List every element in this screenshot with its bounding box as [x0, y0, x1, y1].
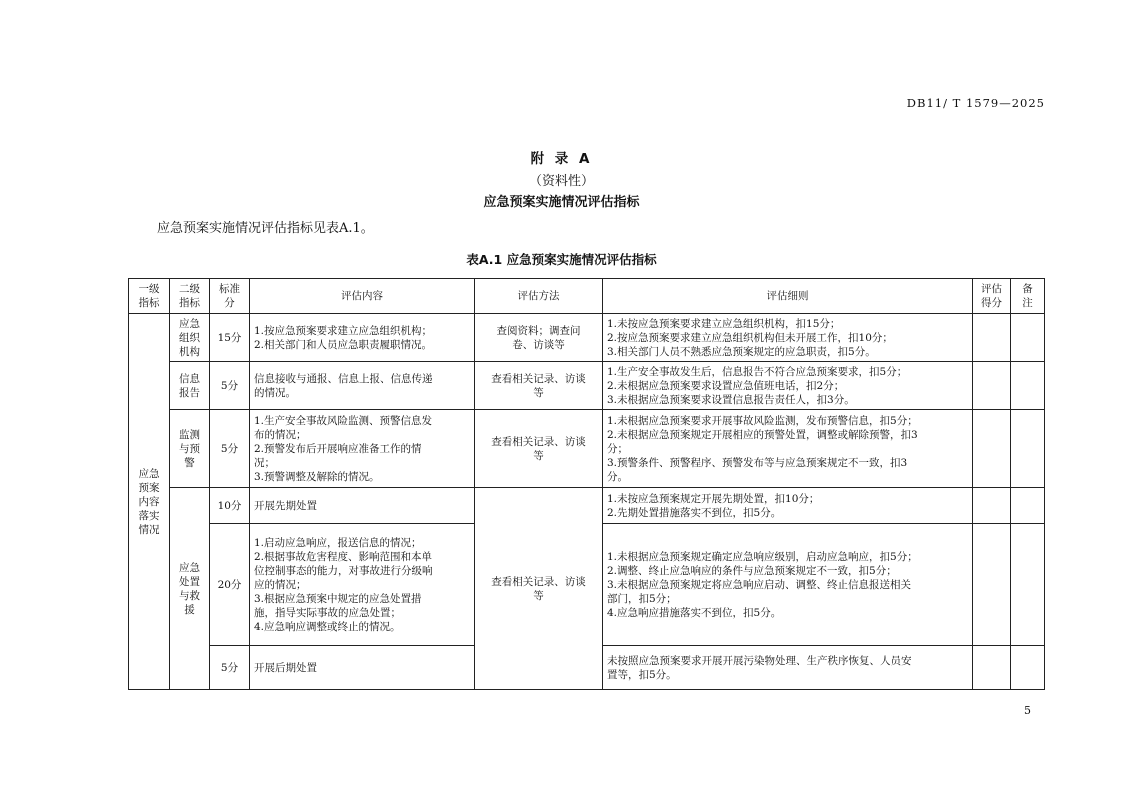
detail-cell: 1.未按应急预案规定开展先期处置，扣10分； 2.先期处置措施落实不到位，扣5分。 [603, 488, 973, 524]
method-cell: 查看相关记录、访谈 等 [475, 410, 603, 488]
score-cell: 5分 [210, 410, 250, 488]
header-level2: 二级 指标 [170, 279, 210, 314]
note-cell [1011, 646, 1045, 690]
detail-cell: 未按照应急预案要求开展开展污染物处理、生产秩序恢复、人员安 置等，扣5分。 [603, 646, 973, 690]
score-cell: 5分 [210, 646, 250, 690]
standard-code: DB11/ T 1579—2025 [906, 96, 1045, 110]
table-header-row [129, 279, 1045, 314]
score-cell: 10分 [210, 488, 250, 524]
got-score-cell [973, 524, 1011, 646]
score-cell: 15分 [210, 314, 250, 362]
got-score-cell [973, 410, 1011, 488]
note-cell [1011, 314, 1045, 362]
header-level1: 一级 指标 [129, 279, 170, 314]
note-cell [1011, 410, 1045, 488]
level2-indicator: 应急 处置 与救 援 [170, 488, 210, 690]
appendix-nature: （资料性） [528, 174, 594, 189]
intro-paragraph: 应急预案实施情况评估指标见表A.1。 [157, 221, 374, 236]
content-cell: 1.生产安全事故风险监测、预警信息发 布的情况； 2.预警发布后开展响应准备工作的情 况； 3.预警调整及解除的情况。 [250, 410, 475, 488]
detail-cell: 1.未根据应急预案规定确定应急响应级别，启动应急响应，扣5分； 2.调整、终止应急响应的条件与应急预案规定不一致，扣5分； 3.未根据应急预案规定将应急响应启动、调整、终止信息报送相关 部门，扣5分； 4.应急响应措施落实不到位，扣5分。 [603, 524, 973, 646]
page-number: 5 [1024, 704, 1031, 717]
header-got-score: 评估 得分 [973, 279, 1011, 314]
table-row [129, 410, 1045, 488]
score-cell: 20分 [210, 524, 250, 646]
method-cell: 查看相关记录、访谈 等 [475, 488, 603, 690]
appendix-label: 附 录 A [530, 151, 593, 167]
table-caption: 表A.1 应急预案实施情况评估指标 [466, 252, 657, 267]
level2-indicator: 信息 报告 [170, 362, 210, 410]
header-content: 评估内容 [250, 279, 475, 314]
content-cell: 开展先期处置 [250, 488, 475, 524]
content-cell: 1.按应急预案要求建立应急组织机构； 2.相关部门和人员应急职责履职情况。 [250, 314, 475, 362]
header-method: 评估方法 [475, 279, 603, 314]
note-cell [1011, 362, 1045, 410]
header-note: 备 注 [1011, 279, 1045, 314]
header-score: 标准 分 [210, 279, 250, 314]
score-cell: 5分 [210, 362, 250, 410]
level1-indicator: 应急 预案 内容 落实 情况 [129, 314, 170, 690]
content-cell: 1.启动应急响应，报送信息的情况； 2.根据事故危害程度、影响范围和本单 位控制事态的能力，对事故进行分级响 应的情况； 3.根据应急预案中规定的应急处置措 施，指导实际事故的应急处置； 4.应急响应调整或终止的情况。 [250, 524, 475, 646]
method-cell: 查看相关记录、访谈 等 [475, 362, 603, 410]
content-cell: 信息接收与通报、信息上报、信息传递 的情况。 [250, 362, 475, 410]
detail-cell: 1.生产安全事故发生后，信息报告不符合应急预案要求，扣5分； 2.未根据应急预案要求设置应急值班电话，扣2分； 3.未根据应急预案要求设置信息报告责任人，扣3分。 [603, 362, 973, 410]
note-cell [1011, 488, 1045, 524]
header-detail: 评估细则 [603, 279, 973, 314]
appendix-title: 应急预案实施情况评估指标 [483, 195, 640, 210]
level2-indicator: 应急 组织 机构 [170, 314, 210, 362]
note-cell [1011, 524, 1045, 646]
level2-indicator: 监测 与预 警 [170, 410, 210, 488]
detail-cell: 1.未根据应急预案要求开展事故风险监测，发布预警信息，扣5分； 2.未根据应急预案规定开展相应的预警处置，调整或解除预警，扣3 分； 3.预警条件、预警程序、预警发布等与应急预案规定不一致，扣3 分。 [603, 410, 973, 488]
got-score-cell [973, 314, 1011, 362]
content-cell: 开展后期处置 [250, 646, 475, 690]
detail-cell: 1.未按应急预案要求建立应急组织机构，扣15分； 2.按应急预案要求建立应急组织机构但未开展工作，扣10分； 3.相关部门人员不熟悉应急预案规定的应急职责，扣5分。 [603, 314, 973, 362]
got-score-cell [973, 646, 1011, 690]
evaluation-index-table [128, 278, 1045, 690]
method-cell: 查阅资料；调查问 卷、访谈等 [475, 314, 603, 362]
got-score-cell [973, 362, 1011, 410]
table-row [129, 488, 1045, 524]
table-row [129, 314, 1045, 362]
got-score-cell [973, 488, 1011, 524]
table-row [129, 362, 1045, 410]
